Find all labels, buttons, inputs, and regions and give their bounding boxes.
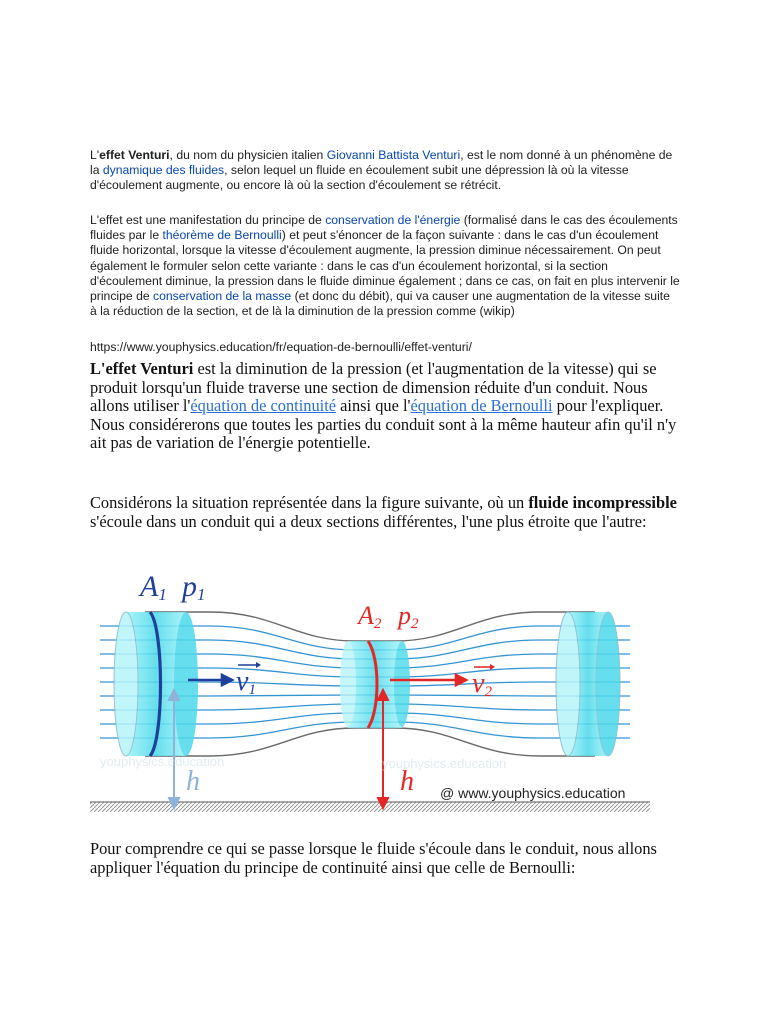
wiki-paragraph-1: [90, 148, 680, 194]
text: ainsi que l': [336, 396, 411, 416]
watermark-left: youphysics.education: [100, 754, 225, 769]
label-h-right: h: [400, 766, 414, 797]
link-equation-continuite[interactable]: équation de continuité: [190, 396, 337, 416]
text: , du nom du physicien italien: [169, 148, 327, 162]
bold-term: effet Venturi: [99, 148, 170, 162]
link-venturi[interactable]: Giovanni Battista Venturi: [326, 148, 461, 162]
label-h-left: h: [186, 766, 200, 797]
label-p1: p1: [182, 570, 206, 604]
text: , selon lequel un fluide en écoulement subit une dépression là où la vitesse d'écoulement augmente, ou encore là où la section d'écoulement se rétrécit.: [90, 163, 629, 193]
text: s'écoule dans un conduit qui a deux sections différentes, l'une plus étroite que l'autre:: [90, 511, 647, 531]
label-A2: A2: [358, 601, 382, 632]
link-conservation-energie[interactable]: conservation de l'énergie: [325, 213, 461, 227]
v2-vector-head: [490, 664, 495, 670]
source-url: https://www.youphysics.education/fr/equation-de-bernoulli/effet-venturi/: [90, 340, 472, 354]
text: , est le nom donné à un phénomène de la: [90, 148, 673, 178]
bold-term: fluide incompressible: [528, 493, 677, 512]
watermark-right: youphysics.education: [382, 756, 507, 771]
label-v1: v1: [236, 666, 256, 698]
text: L'effet est une manifestation du principe de: [90, 213, 326, 227]
text: (et donc du débit), qui va causer une augmentation de la vitesse suite à la réduction de la section, et de là la diminution de la pression comme (wikip): [90, 289, 670, 319]
venturi-figure: [90, 568, 650, 820]
link-theoreme-bernoulli[interactable]: théorème de Bernoulli: [162, 228, 282, 243]
bold-term: L'effet Venturi: [90, 359, 194, 378]
label-v2: v2: [472, 668, 492, 700]
text: Considérons la situation représentée dans la figure suivante, où un: [90, 493, 529, 512]
serif-paragraph-3: Pour comprendre ce qui se passe lorsque le fluide s'écoule dans le conduit, nous allons appliquer l'équation du principe de continuité ainsi que celle de Bernoulli:: [90, 839, 657, 877]
link-conservation-masse[interactable]: conservation de la masse: [153, 289, 292, 304]
pipe-bottom-outline: [145, 728, 595, 756]
label-A1: A1: [140, 570, 167, 604]
text: pour l'expliquer. Nous considérerons que toutes les parties du conduit sont à la même hauteur afin qu'il n'y ait pas de variation de l'énergie potentielle.: [90, 396, 677, 453]
wiki-paragraph-2: [90, 213, 680, 319]
v1-vector-head: [256, 662, 261, 668]
figure-credit: @ www.youphysics.education: [440, 785, 626, 801]
text: (formalisé dans le cas des écoulements fluides par le: [90, 213, 678, 243]
link-dynamique-fluides[interactable]: dynamique des fluides: [102, 163, 225, 178]
right-section: [556, 612, 620, 756]
text: ) et peut s'énoncer de la façon suivante : dans le cas d'un écoulement fluide horizontal, lorsque la vitesse d'écoulement augmente, la pression diminue nécessairement. On peut également le formuler selon cette variante : dans le cas d'un écoulement horizontal, si la section d'écoulement diminue, la pression dans le fluide diminue également ; dans ce cas, on fait en plus intervenir le principe de: [90, 228, 680, 304]
serif-paragraph-1: [90, 360, 680, 453]
serif-paragraph-2: [90, 494, 680, 531]
text: est la diminution de la pression (et l'augmentation de la vitesse) qui se produit lorsqu'un fluide traverse une section de dimension réduite d'un conduit. Nous allons utiliser l': [90, 359, 657, 416]
link-equation-bernoulli[interactable]: équation de Bernoulli: [410, 396, 553, 416]
label-p2: p2: [398, 601, 419, 632]
text: L': [90, 148, 100, 162]
